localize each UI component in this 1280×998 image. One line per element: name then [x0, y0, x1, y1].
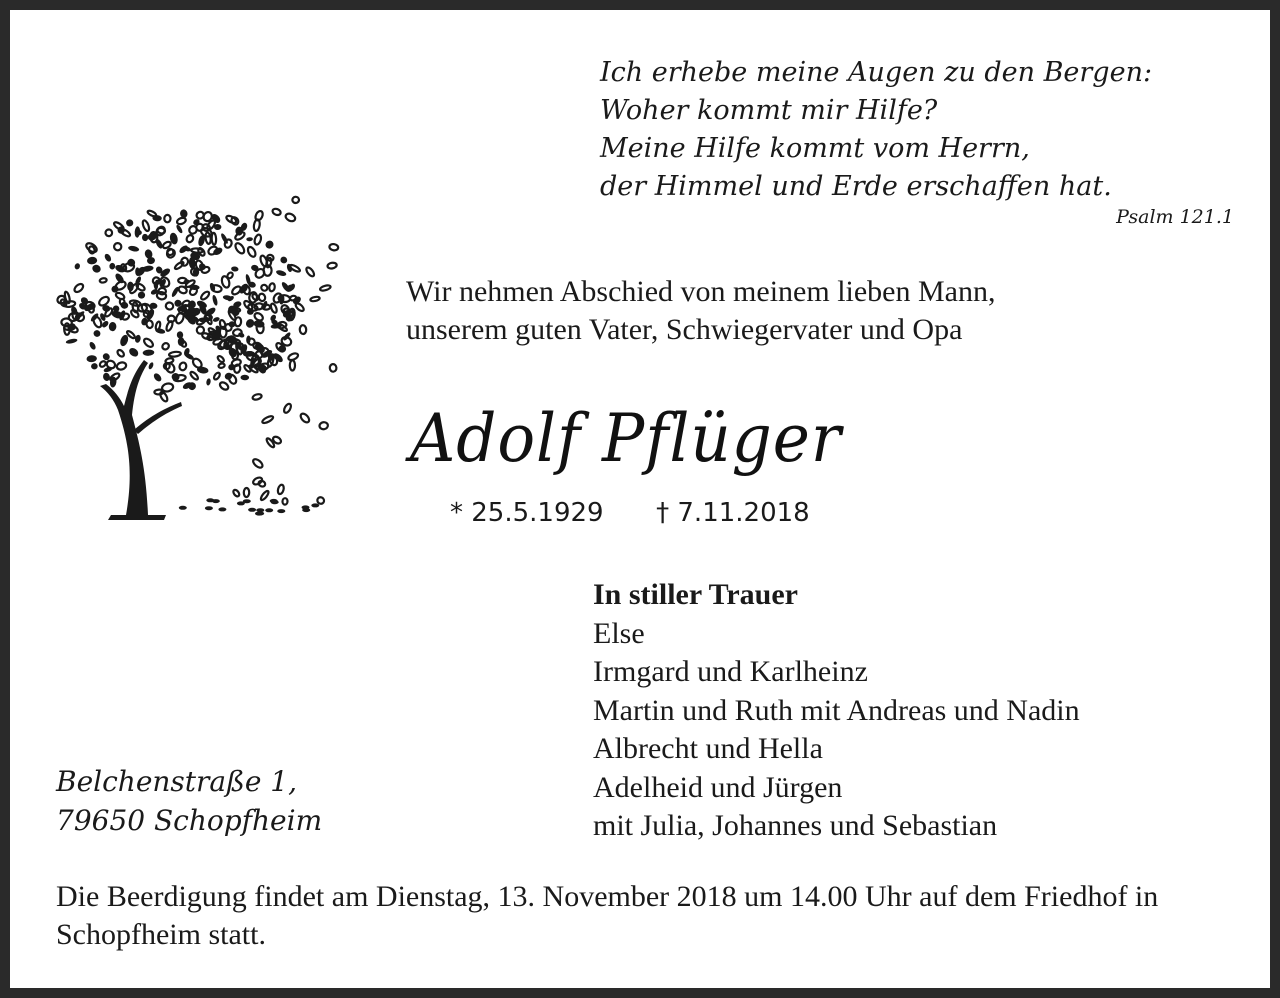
leaf-mark — [104, 228, 113, 237]
life-dates — [450, 498, 810, 528]
leaf-mark — [283, 403, 293, 414]
leaf-mark — [191, 248, 203, 253]
leaf-mark — [165, 302, 174, 311]
leaf-mark — [252, 458, 264, 470]
leaf-mark — [209, 282, 216, 292]
leaf-mark — [290, 360, 295, 370]
leaf-mark — [243, 499, 251, 503]
leaf-mark — [261, 415, 274, 424]
leaf-mark — [113, 242, 123, 252]
leaf-mark — [260, 490, 270, 501]
leaf-mark — [272, 208, 282, 216]
leaf-mark — [252, 393, 262, 400]
leaf-mark — [99, 278, 107, 283]
leaf-mark — [254, 303, 264, 310]
address-city: 79650 Schopfheim — [56, 804, 323, 837]
intro-line: unserem guten Vater, Schwiegervater und Opa — [406, 313, 963, 346]
leaf-mark — [175, 224, 183, 234]
leaf-mark — [98, 295, 111, 307]
leaf-mark — [277, 509, 285, 513]
psalm-reference: Psalm 121.1 — [1116, 206, 1234, 228]
leaf-mark — [219, 381, 230, 391]
leaf-mark — [212, 499, 220, 503]
leaf-mark — [246, 246, 257, 258]
mourner-name: Martin und Ruth mit Andreas und Nadin — [593, 693, 1080, 727]
leaf-mark — [244, 488, 250, 497]
leaf-mark — [127, 346, 139, 358]
leaf-mark — [128, 245, 140, 252]
leaf-mark — [264, 239, 275, 250]
address-street: Belchenstraße 1, — [56, 765, 298, 798]
leaf-mark — [85, 241, 99, 253]
mourners-heading: In stiller Trauer — [593, 578, 798, 611]
leaf-mark — [270, 303, 278, 314]
leaf-mark — [179, 362, 188, 372]
leaf-mark — [91, 263, 102, 274]
death-date: † 7.11.2018 — [656, 498, 810, 528]
leaf-mark — [246, 335, 251, 343]
leaf-mark — [116, 349, 125, 358]
leaf-mark — [148, 362, 155, 370]
leaf-mark — [302, 508, 310, 512]
leaf-mark — [164, 363, 171, 370]
leaf-mark — [152, 372, 163, 383]
leaf-mark — [282, 498, 287, 505]
verse-line: Ich erhebe meine Augen zu den Bergen: — [600, 57, 1153, 88]
leaf-mark — [329, 364, 336, 372]
farewell-intro — [406, 273, 995, 349]
leaf-mark — [230, 216, 240, 226]
leaf-mark — [126, 219, 134, 226]
leaf-mark — [218, 363, 225, 369]
verse-line: Meine Hilfe kommt vom Herrn, — [600, 133, 1030, 164]
leaf-mark — [74, 262, 81, 270]
leaf-mark — [329, 243, 339, 251]
leaf-mark — [143, 349, 155, 356]
deceased-name: Adolf Pflüger — [410, 400, 842, 477]
leaf-mark — [240, 375, 249, 381]
leaf-mark — [159, 391, 169, 403]
leaf-mark — [224, 372, 234, 381]
leaf-mark — [271, 500, 279, 504]
obituary-notice — [10, 10, 1270, 988]
leaf-mark — [175, 312, 186, 325]
leaf-mark — [134, 226, 140, 238]
leaf-mark — [171, 286, 180, 298]
mourner-name: Else — [593, 616, 645, 650]
mourner-name: Adelheid und Jürgen — [593, 770, 843, 804]
leaf-mark — [99, 360, 107, 368]
leaf-mark — [279, 255, 289, 265]
leaf-mark — [132, 302, 139, 312]
leaf-mark — [287, 352, 299, 361]
mourner-name: Irmgard und Karlheinz — [593, 655, 868, 688]
leaf-mark — [92, 329, 101, 338]
mourners-list — [593, 576, 1080, 846]
leaf-mark — [320, 284, 332, 291]
leaf-mark — [218, 507, 226, 511]
leaf-mark — [86, 355, 97, 363]
leaf-mark — [253, 234, 262, 245]
leaf-mark — [260, 284, 268, 292]
leaf-mark — [234, 364, 241, 373]
leaf-mark — [109, 263, 115, 270]
leaf-mark — [108, 322, 116, 332]
leaf-mark — [73, 282, 85, 293]
leaf-mark — [213, 372, 221, 381]
leaf-mark — [164, 215, 170, 223]
leaf-mark — [265, 508, 273, 512]
leaf-mark — [319, 422, 328, 430]
leaf-mark — [169, 351, 181, 357]
leaf-mark — [185, 234, 194, 244]
leaf-mark — [88, 341, 97, 351]
address — [56, 762, 322, 840]
birth-date: * 25.5.1929 — [450, 498, 604, 528]
leaf-mark — [275, 269, 287, 277]
leaf-mark — [252, 476, 263, 486]
leaf-mark — [277, 484, 285, 495]
leaf-mark — [142, 234, 148, 241]
leaf-mark — [255, 512, 263, 516]
verse-line: der Himmel und Erde erschaffen hat. — [600, 171, 1112, 202]
leaf-mark — [231, 266, 239, 272]
leaf-mark — [141, 220, 150, 232]
leaf-mark — [269, 283, 276, 292]
leaf-mark — [178, 337, 185, 346]
leaf-mark — [87, 256, 98, 264]
leaf-mark — [234, 242, 246, 255]
intro-line: Wir nehmen Abschied von meinem lieben Mann, — [406, 275, 996, 308]
mourner-name: Albrecht und Hella — [593, 732, 823, 765]
leaf-mark — [88, 246, 95, 254]
leaf-mark — [116, 361, 127, 370]
leaf-mark — [292, 196, 299, 203]
leaf-mark — [316, 496, 325, 505]
leaf-mark — [65, 338, 77, 345]
leaf-mark — [284, 212, 296, 222]
leaf-mark — [310, 296, 320, 302]
leaf-mark — [206, 378, 211, 386]
leaf-mark — [161, 342, 170, 351]
leaf-mark — [127, 281, 134, 291]
mourner-name: mit Julia, Johannes und Sebastian — [593, 809, 998, 842]
leaf-mark — [120, 301, 129, 309]
leaf-mark — [254, 210, 264, 222]
leaf-mark — [311, 503, 319, 507]
leaf-mark — [174, 261, 185, 270]
leaf-mark — [189, 371, 199, 381]
leaf-mark — [91, 363, 99, 370]
psalm-verse — [600, 54, 1152, 206]
leaf-mark — [248, 508, 256, 512]
verse-line: Woher kommt mir Hilfe? — [600, 95, 938, 126]
leaf-mark — [179, 506, 187, 510]
leaf-mark — [200, 290, 211, 301]
leaf-mark — [212, 294, 219, 306]
leaf-mark — [327, 262, 337, 269]
leaf-mark — [300, 325, 307, 334]
leaf-mark — [138, 292, 145, 299]
leaf-mark — [217, 355, 225, 363]
windswept-tree-icon — [56, 170, 346, 520]
leaf-mark — [305, 266, 316, 277]
leaf-mark — [251, 293, 259, 301]
leaf-mark — [246, 237, 253, 241]
funeral-info: Die Beerdigung findet am Dienstag, 13. November 2018 um 14.00 Uhr auf dem Friedhof in Schopfheim statt. — [56, 880, 1159, 951]
leaf-mark — [299, 412, 311, 424]
leaf-mark — [205, 506, 213, 510]
leaf-mark — [176, 217, 186, 226]
leaf-mark — [103, 253, 112, 263]
leaf-mark — [143, 337, 155, 348]
leaf-mark — [165, 320, 173, 331]
leaf-mark — [116, 225, 126, 235]
leaf-mark — [232, 489, 240, 498]
